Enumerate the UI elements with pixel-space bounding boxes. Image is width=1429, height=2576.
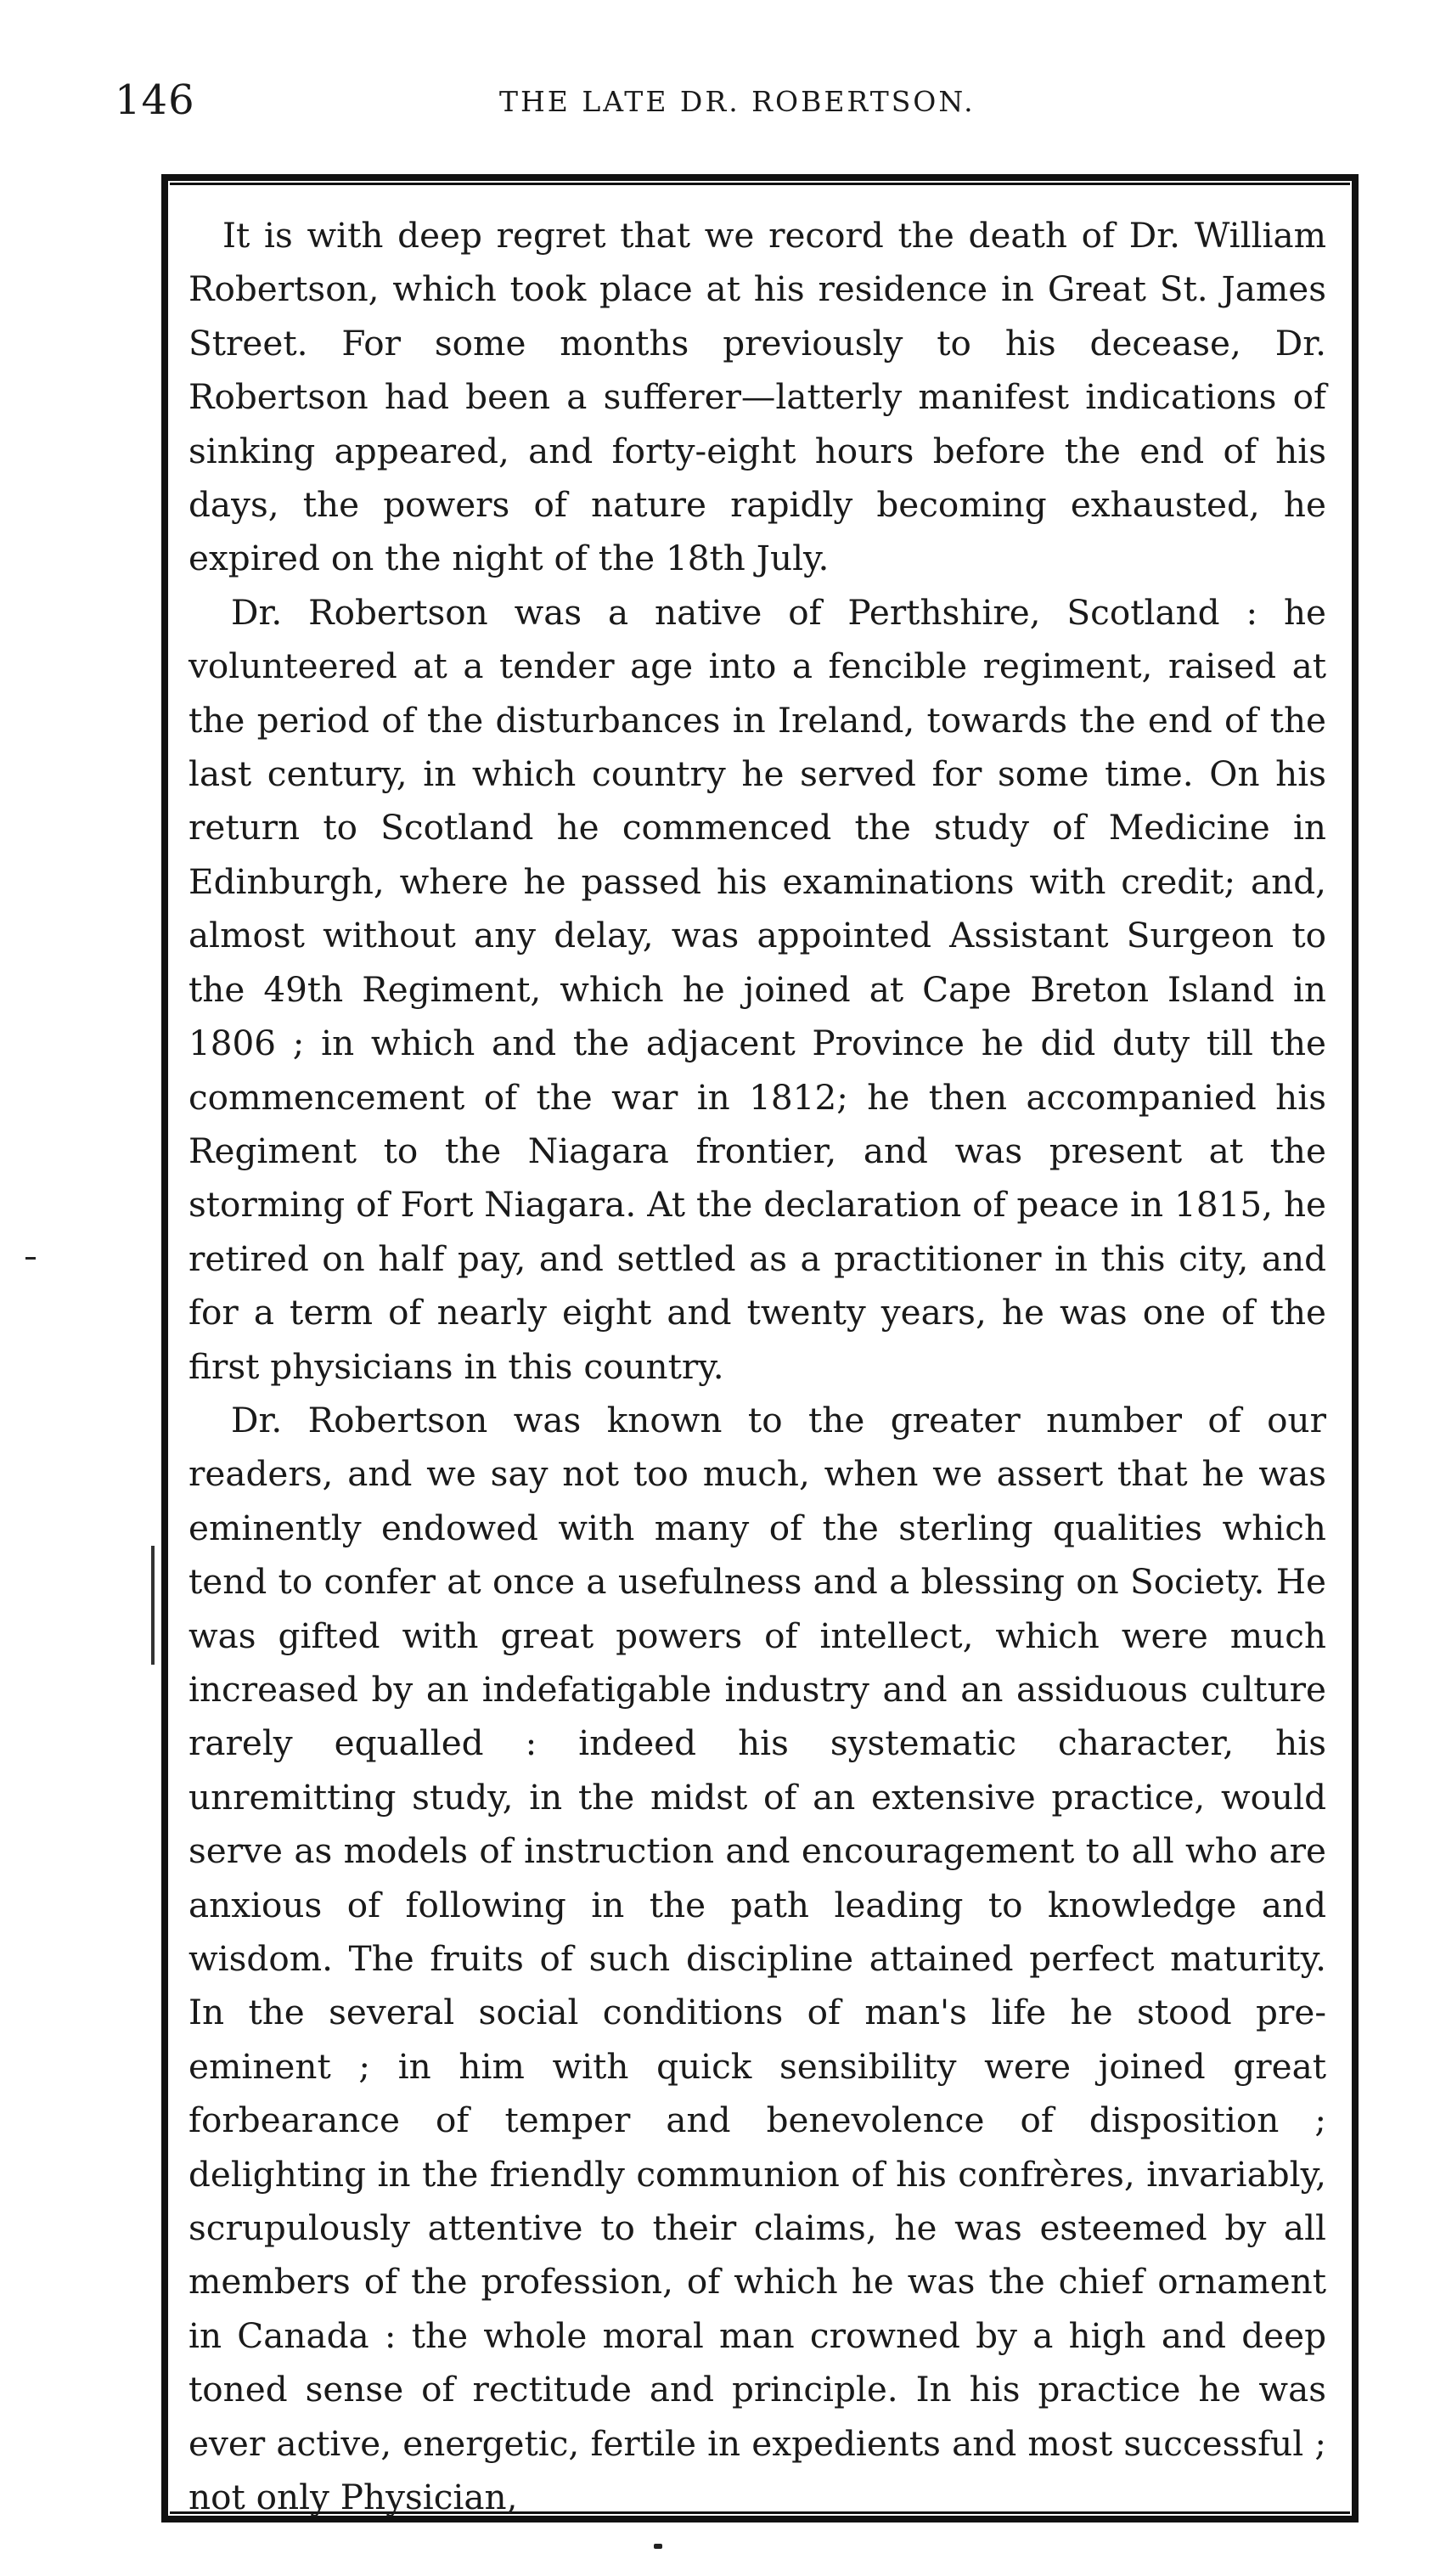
footer-dot <box>654 2544 662 2549</box>
margin-mark <box>151 1546 155 1665</box>
running-head: THE LATE DR. ROBERTSON. <box>499 85 976 118</box>
margin-dash <box>25 1257 36 1260</box>
paragraph-3: Dr. Robertson was known to the greater number of our readers, and we say not too much, when we assert that he was eminently endowed with many of the sterling qualities which tend to confer at once a usefulness and a blessing on Society. He was gifted with great powers of intellect, which were much increased by an indefatigable industry and an assiduous culture rarely equalled : indeed his systematic character, his unremitting study, in the midst of an extensive practice, would serve as models of instruction and encouragement to all who are anxious of following in the path leading to knowledge and wisdom. The fruits of such discipline attained perfect maturity. In the several social conditions of man's life he stood pre-eminent ; in him with quick sensibility were joined great forbearance of temper and benevolence of disposition ; delighting in the friendly communion of his confrères, invariably, scrupulously attentive to their claims, he was esteemed by all members of the profession, of which he was the chief ornament in Canada : the whole moral man crowned by a high and deep toned sense of rectitude and principle. In his practice he was ever active, energetic, fertile in expedients and most successful ; not only Physician, <box>188 1399 1326 2518</box>
article-body <box>188 209 1326 2518</box>
paragraph-1: It is with deep regret that we record the death of Dr. William Robertson, which took place at his residence in Great St. James Street. For some months previously to his decease, Dr. Robertson had been a sufferer—latterly manifest indications of sinking appeared, and forty-eight hours before the end of his days, the powers of nature rapidly becoming exhausted, he expired on the night of the 18th July. <box>188 215 1326 579</box>
page-header <box>0 0 1429 170</box>
paragraph-2: Dr. Robertson was a native of Perthshire, Scotland : he volunteered at a tender age into a fencible regiment, raised at the period of the disturbances in Ireland, towards the end of the last century, in which country he served for some time. On his return to Scotland he commenced the study of Medicine in Edinburgh, where he passed his examinations with credit; and, almost without any delay, was appointed Assistant Surgeon to the 49th Regiment, which he joined at Cape Breton Island in 1806 ; in which and the adjacent Province he did duty till the commencement of the war in 1812; he then accompanied his Regiment to the Niagara frontier, and was present at the storming of Fort Niagara. At the declaration of peace in 1815, he retired on half pay, and settled as a practitioner in this city, and for a term of nearly eight and twenty years, he was one of the first physicians in this country. <box>188 591 1326 1387</box>
page-number: 146 <box>115 76 195 124</box>
